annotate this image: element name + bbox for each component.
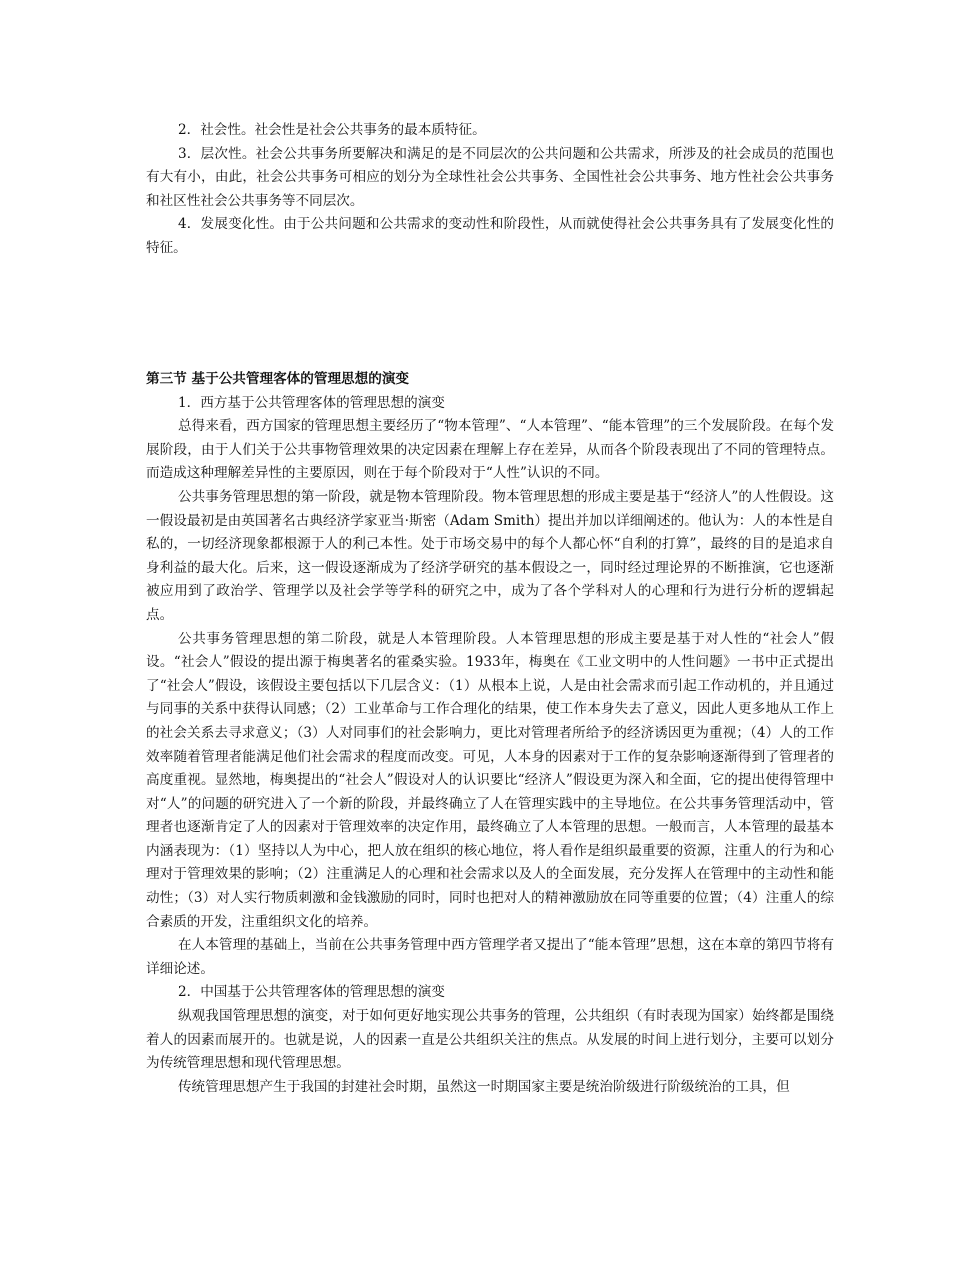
paragraph-ability-management: 在人本管理的基础上，当前在公共事务管理中西方管理学者又提出了“能本管理”思想，这在本章的第四节将有详细论述。 bbox=[146, 937, 834, 977]
paragraph-stage-two: 公共事务管理思想的第二阶段，就是人本管理阶段。人本管理思想的形成主要是基于对人性的“社会人”假设。“社会人”假设的提出源于梅奥著名的霍桑实验。1933年，梅奥在《工业文明中的人性问题》一书中正式提出了“社会人”假设，该假设主要包括以下几层含义：（1）从根本上说，人是由社会需求而引起工作动机的，并且通过与同事的关系中获得认同感；（2）工业革命与工作合理化的结果，使工作本身失去了意义，因此人更多地从工作上的社会关系去寻求意义；（3）人对同事们的社会影响力，更比对管理者所给予的经济诱因更为重视；（4）人的工作效率随着管理者能满足他们社会需求的程度而改变。可见，人本身的因素对于工作的复杂影响逐渐得到了管理者的高度重视。显然地，梅奥提出的“社会人”假设对人的认识要比“经济人”假设更为深入和全面，它的提出使得管理中对“人”的问题的研究进入了一个新的阶段，并最终确立了人在管理实践中的主导地位。在公共事务管理活动中，管理者也逐渐肯定了人的因素对于管理效率的决定作用，最终确立了人本管理的思想。一般而言，人本管理的最基本内涵表现为：（1）坚持以人为中心，把人放在组织的核心地位，将人看作是组织最重要的资源，注重人的行为和心理对于管理效果的影响；（2）注重满足人的心理和社会需求以及人的全面发展，充分发挥人在管理中的主动性和能动性；（3）对人实行物质刺激和金钱激励的同时，同时也把对人的精神激励放在同等重要的位置；（4）注重人的综合素质的开发，注重组织文化的培养。 bbox=[146, 630, 834, 930]
paragraph-stage-one: 公共事务管理思想的第一阶段，就是物本管理阶段。物本管理思想的形成主要是基于“经济人”的人性假设。这一假设最初是由英国著名古典经济学家亚当·斯密（Adam Smith）提出并加以详细阐述的。他认为：人的本性是自私的，一切经济现象都根源于人的利己本性。处于市场交易中的每个人都心怀“自利的打算”，最终的目的是追求自身利益的最大化。后来，这一假设逐渐成为了经济学研究的基本假设之一，同时经过理论界的不断推演，它也逐渐被应用到了政治学、管理学以及社会学等学科的研究之中，成为了各个学科对人的心理和行为进行分析的逻辑起点。 bbox=[146, 488, 834, 623]
paragraph-china-overview: 纵观我国管理思想的演变，对于如何更好地实现公共事务的管理，公共组织（有时表现为国家）始终都是围绕着人的因素而展开的。也就是说，人的因素一直是公共组织关注的焦点。从发展的时间上进行划分，主要可以划分为传统管理思想和现代管理思想。 bbox=[146, 1008, 834, 1072]
section-three bbox=[146, 368, 834, 1099]
paragraph-traditional: 传统管理思想产生于我国的封建社会时期，虽然这一时期国家主要是统治阶级进行阶级统治的工具，但 bbox=[177, 1078, 790, 1095]
subheading-china: 2．中国基于公共管理客体的管理思想的演变 bbox=[177, 984, 445, 1001]
paragraph-sociality: 2．社会性。社会性是社会公共事务的最本质特征。 bbox=[177, 122, 486, 138]
subheading-western: 1．西方基于公共管理客体的管理思想的演变 bbox=[177, 394, 445, 411]
paragraph-development: 4．发展变化性。由于公共问题和公共需求的变动性和阶段性，从而就使得社会公共事务具有了发展变化性的特征。 bbox=[146, 216, 834, 256]
section-heading: 第三节 基于公共管理客体的管理思想的演变 bbox=[146, 371, 410, 387]
paragraph-overview: 总得来看，西方国家的管理思想主要经历了“物本管理”、“人本管理”、“能本管理”的三个发展阶段。在每个发展阶段，由于人们关于公共事物管理效果的决定因素在理解上存在差异，从而各个阶段表现出了不同的管理特点。而造成这种理解差异性的主要原因，则在于每个阶段对于“人性”认识的不同。 bbox=[146, 418, 834, 482]
characteristics-list bbox=[146, 119, 834, 261]
paragraph-hierarchy: 3．层次性。社会公共事务所要解决和满足的是不同层次的公共问题和公共需求，所涉及的社会成员的范围也有大有小，由此，社会公共事务可相应的划分为全球性社会公共事务、全国性社会公共事务、地方性社会公共事务和社区性社会公共事务等不同层次。 bbox=[146, 145, 834, 209]
